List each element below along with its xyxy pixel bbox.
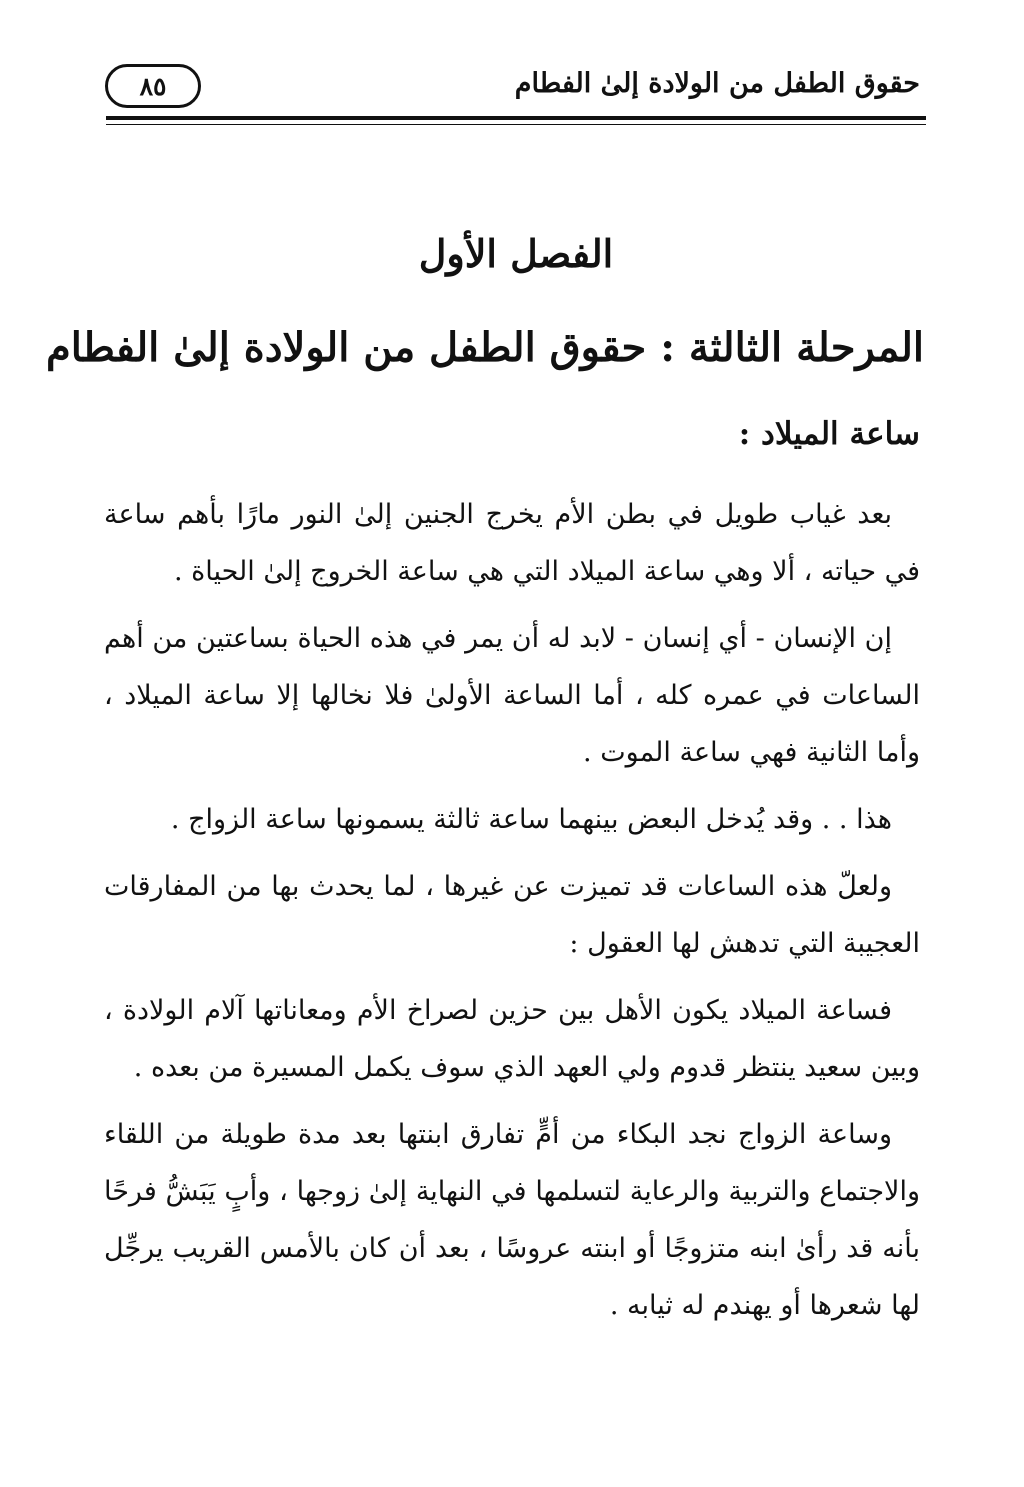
stage-title: المرحلة الثالثة : حقوق الطفل من الولادة إلىٰ الفطام bbox=[45, 324, 924, 371]
paragraph: إن الإنسان - أي إنسان - لابد له أن يمر في هذه الحياة بساعتين من أهم الساعات في عمره كله ، أما الساعة الأولىٰ فلا نخالها إلا ساعة الميلاد ، وأما الثانية فهي ساعة الموت . bbox=[104, 623, 920, 768]
paragraph: هذا . . وقد يُدخل البعض بينهما ساعة ثالثة يسمونها ساعة الزواج . bbox=[170, 804, 892, 835]
paragraph: ولعلّ هذه الساعات قد تميزت عن غيرها ، لما يحدث بها من المفارقات العجيبة التي تدهش لها العقول : bbox=[104, 871, 920, 959]
page-number: ٨٥ bbox=[139, 71, 167, 101]
header-rule-thin bbox=[106, 124, 926, 125]
chapter-title: الفصل الأول bbox=[418, 231, 614, 276]
header-rule-thick bbox=[106, 116, 926, 120]
running-title: حقوق الطفل من الولادة إلىٰ الفطام bbox=[514, 68, 920, 99]
paragraph: وساعة الزواج نجد البكاء من أمٍّ تفارق ابنتها بعد مدة طويلة من اللقاء والاجتماع والتربية والرعاية لتسلمها في النهاية إلىٰ زوجها ، وأبٍ يَبَشُّ فرحًا بأنه قد رأىٰ ابنه متزوجًا أو ابنته عروسًا ، بعد أن كان بالأمس القريب يرجِّل لها شعرها أو يهندم له ثيابه . bbox=[104, 1119, 920, 1321]
paragraph: فساعة الميلاد يكون الأهل بين حزين لصراخ الأم ومعاناتها آلام الولادة ، وبين سعيد ينتظر قدوم ولي العهد الذي سوف يكمل المسيرة من بعده . bbox=[104, 995, 920, 1083]
body-text bbox=[104, 486, 920, 1344]
paragraph: بعد غياب طويل في بطن الأم يخرج الجنين إلىٰ النور مارًا بأهم ساعة في حياته ، ألا وهي ساعة الميلاد التي هي ساعة الخروج إلىٰ الحياة . bbox=[104, 499, 920, 587]
section-heading: ساعة الميلاد : bbox=[738, 416, 920, 452]
page-number-badge bbox=[105, 64, 201, 108]
